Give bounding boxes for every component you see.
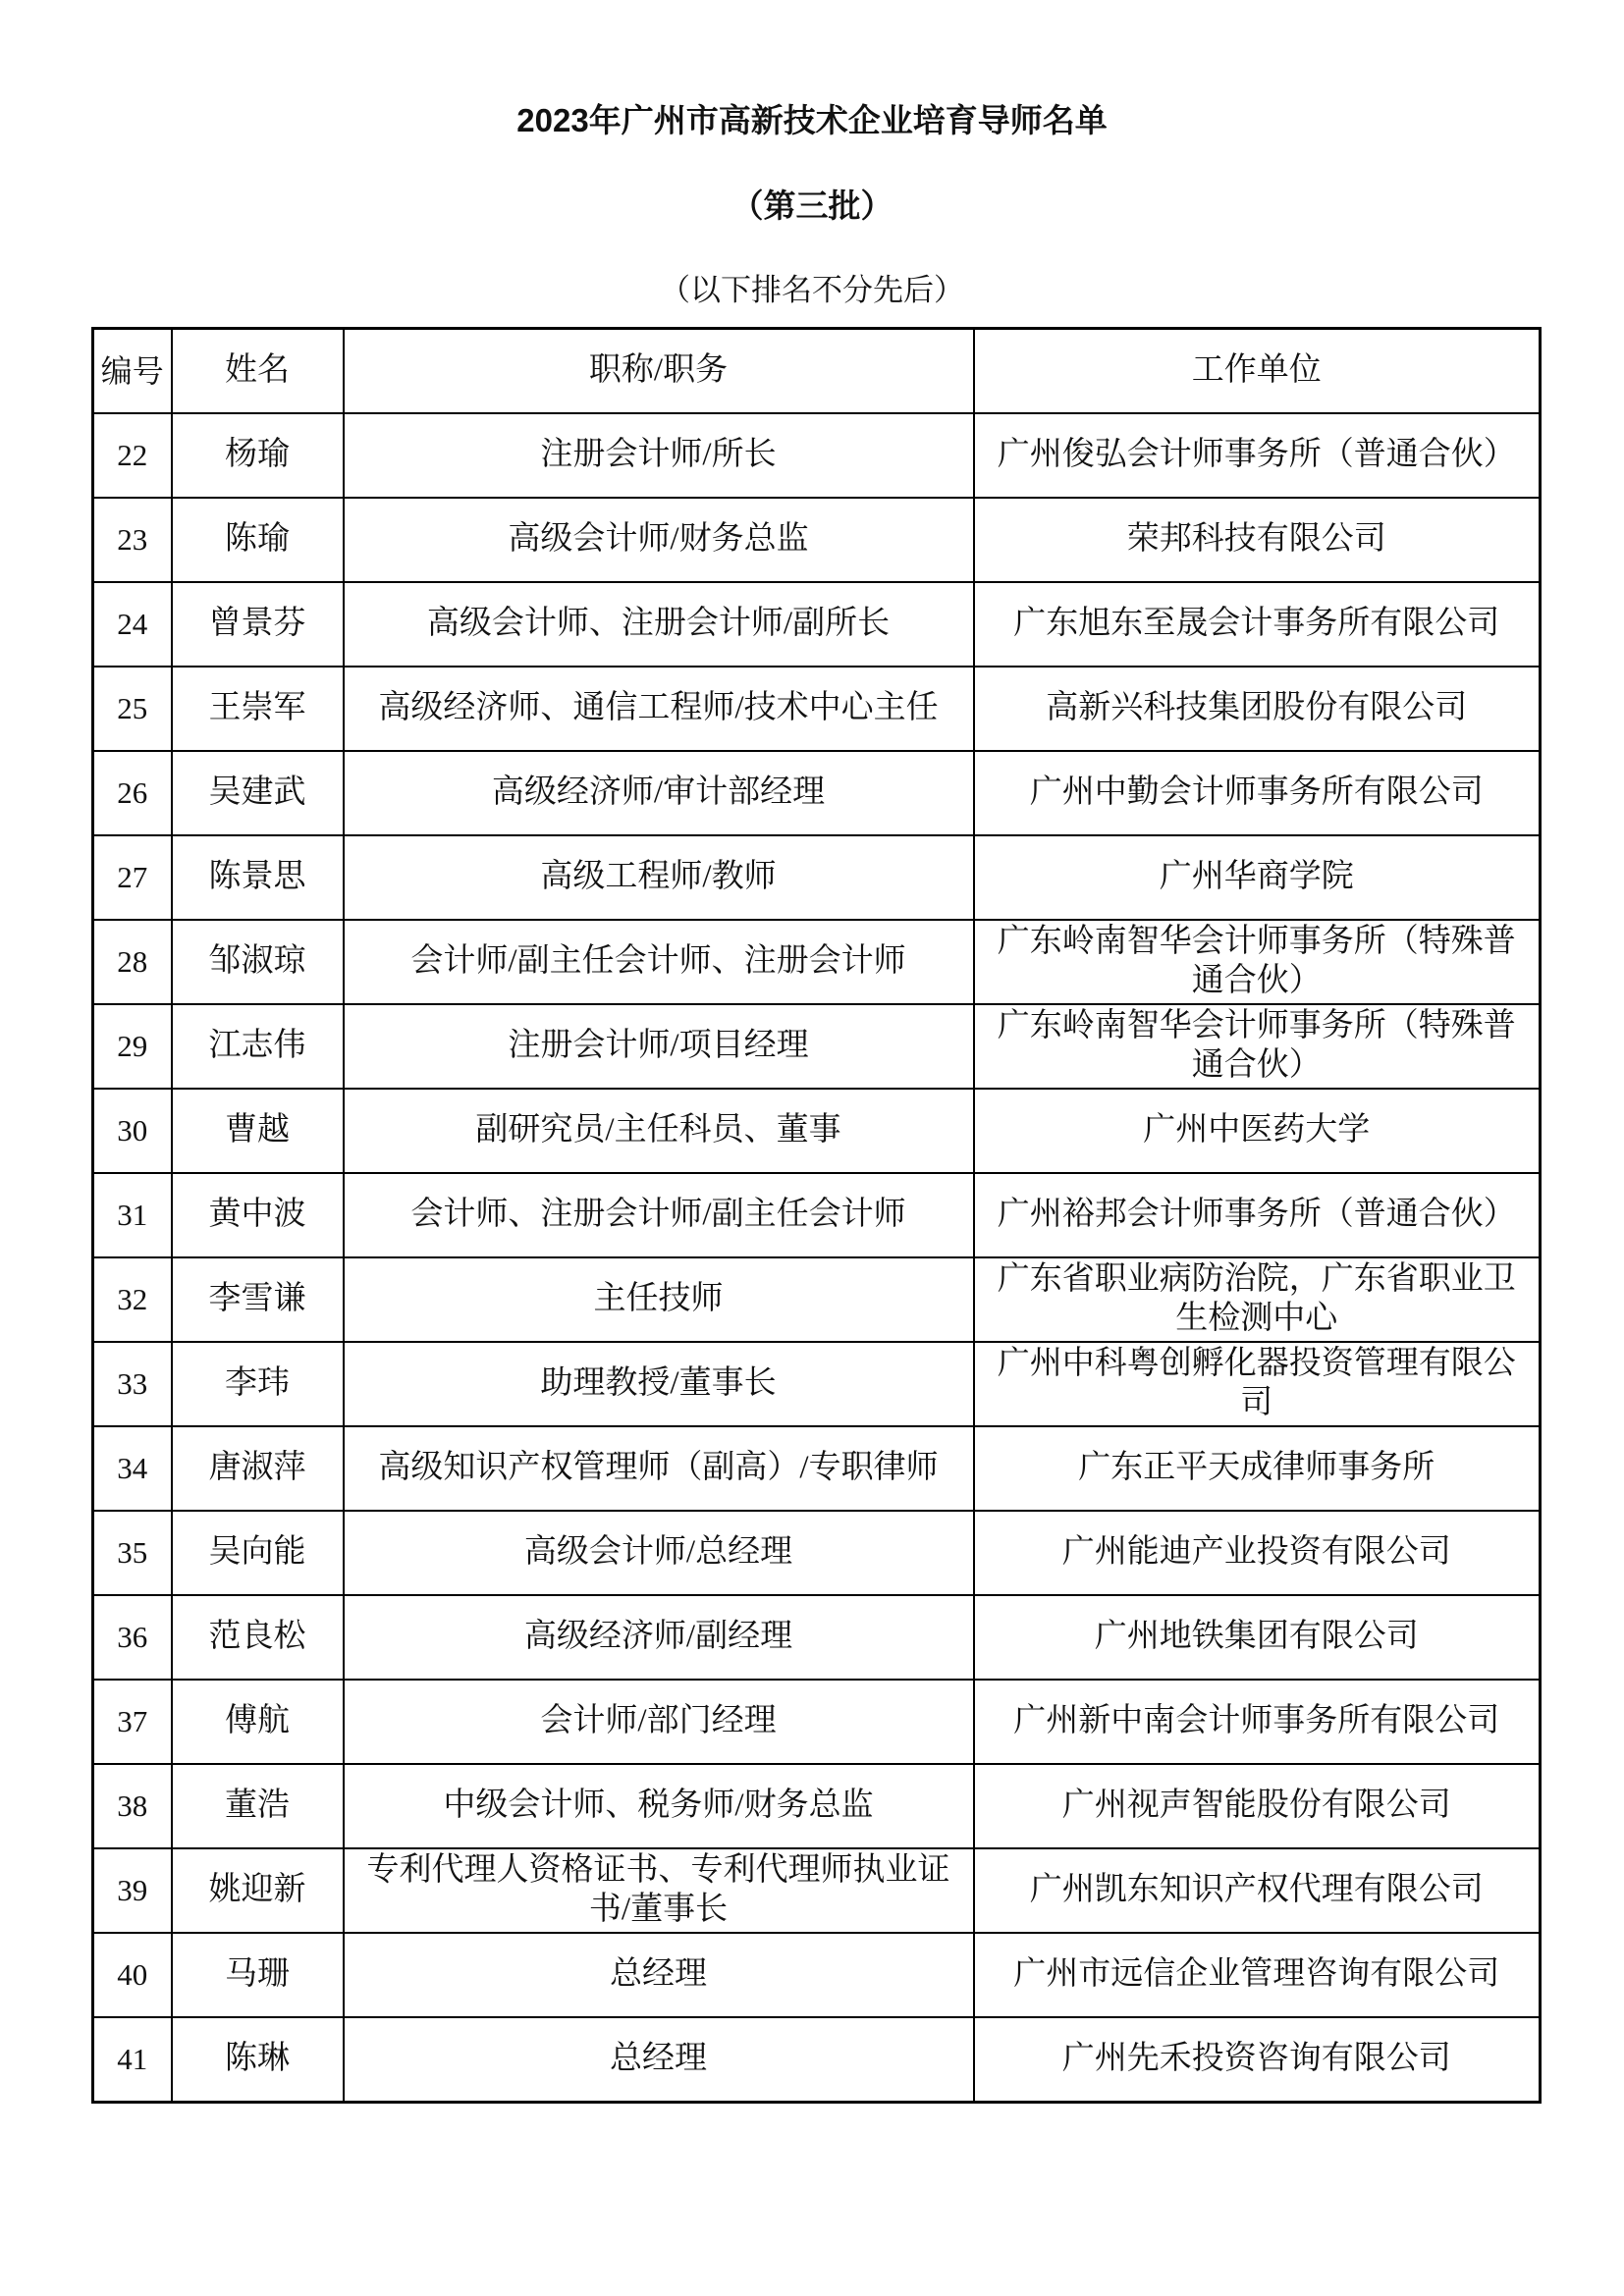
- table-row: [93, 835, 1541, 920]
- mentor-title-cell: 高级经济师/副经理: [344, 1595, 974, 1680]
- mentor-name-cell: 董浩: [172, 1764, 344, 1848]
- mentor-table: [91, 327, 1542, 2104]
- table-row: [93, 1764, 1541, 1848]
- mentor-title-cell: 高级经济师/审计部经理: [344, 751, 974, 835]
- mentor-name-cell: 李雪谦: [172, 1257, 344, 1342]
- table-row: [93, 498, 1541, 582]
- work-unit-cell: 广东正平天成律师事务所: [974, 1426, 1541, 1511]
- mentor-name-cell: 姚迎新: [172, 1848, 344, 1933]
- row-number-cell: 22: [93, 413, 172, 498]
- work-unit-cell: 高新兴科技集团股份有限公司: [974, 667, 1541, 751]
- work-unit-cell: 广州市远信企业管理咨询有限公司: [974, 1933, 1541, 2017]
- work-unit-cell: 广州视声智能股份有限公司: [974, 1764, 1541, 1848]
- work-unit-cell: 广州中医药大学: [974, 1089, 1541, 1173]
- mentor-title-cell: 主任技师: [344, 1257, 974, 1342]
- mentor-name-cell: 吴向能: [172, 1511, 344, 1595]
- row-number-cell: 30: [93, 1089, 172, 1173]
- work-unit-cell: 广州凯东知识产权代理有限公司: [974, 1848, 1541, 1933]
- row-number-cell: 34: [93, 1426, 172, 1511]
- row-number-cell: 24: [93, 582, 172, 667]
- row-number-cell: 27: [93, 835, 172, 920]
- work-unit-cell: 荣邦科技有限公司: [974, 498, 1541, 582]
- mentor-name-cell: 杨瑜: [172, 413, 344, 498]
- mentor-name-cell: 吴建武: [172, 751, 344, 835]
- work-unit-cell: 广州地铁集团有限公司: [974, 1595, 1541, 1680]
- work-unit-cell: 广州华商学院: [974, 835, 1541, 920]
- row-number-cell: 39: [93, 1848, 172, 1933]
- table-row: [93, 751, 1541, 835]
- table-row: [93, 2017, 1541, 2103]
- mentor-name-cell: 范良松: [172, 1595, 344, 1680]
- mentor-title-cell: 会计师/副主任会计师、注册会计师: [344, 920, 974, 1004]
- work-unit-cell: 广州俊弘会计师事务所（普通合伙）: [974, 413, 1541, 498]
- mentor-title-cell: 专利代理人资格证书、专利代理师执业证书/董事长: [344, 1848, 974, 1933]
- work-unit-cell: 广东岭南智华会计师事务所（特殊普通合伙）: [974, 1004, 1541, 1089]
- batch-subtitle: （第三批）: [731, 187, 893, 224]
- header-number: 编号: [93, 329, 172, 414]
- header-row: [93, 329, 1541, 414]
- work-unit-cell: 广州先禾投资咨询有限公司: [974, 2017, 1541, 2103]
- mentor-name-cell: 黄中波: [172, 1173, 344, 1257]
- table-row: [93, 413, 1541, 498]
- mentor-title-cell: 高级工程师/教师: [344, 835, 974, 920]
- table-row: [93, 1511, 1541, 1595]
- row-number-cell: 40: [93, 1933, 172, 2017]
- document-title: 2023年广州市高新技术企业培育导师名单: [516, 102, 1108, 138]
- mentor-title-cell: 助理教授/董事长: [344, 1342, 974, 1426]
- table-row: [93, 1595, 1541, 1680]
- mentor-name-cell: 曹越: [172, 1089, 344, 1173]
- mentor-title-cell: 高级知识产权管理师（副高）/专职律师: [344, 1426, 974, 1511]
- table-row: [93, 582, 1541, 667]
- mentor-name-cell: 傅航: [172, 1680, 344, 1764]
- mentor-title-cell: 总经理: [344, 1933, 974, 2017]
- row-number-cell: 32: [93, 1257, 172, 1342]
- ranking-note: （以下排名不分先后）: [660, 273, 964, 307]
- mentor-name-cell: 陈瑜: [172, 498, 344, 582]
- row-number-cell: 31: [93, 1173, 172, 1257]
- row-number-cell: 36: [93, 1595, 172, 1680]
- work-unit-cell: 广州新中南会计师事务所有限公司: [974, 1680, 1541, 1764]
- header-work-unit: 工作单位: [974, 329, 1541, 414]
- table-row: [93, 1933, 1541, 2017]
- work-unit-cell: 广州中勤会计师事务所有限公司: [974, 751, 1541, 835]
- work-unit-cell: 广东岭南智华会计师事务所（特殊普通合伙）: [974, 920, 1541, 1004]
- mentor-name-cell: 李玮: [172, 1342, 344, 1426]
- work-unit-cell: 广州能迪产业投资有限公司: [974, 1511, 1541, 1595]
- row-number-cell: 35: [93, 1511, 172, 1595]
- table-row: [93, 1089, 1541, 1173]
- mentor-title-cell: 高级经济师、通信工程师/技术中心主任: [344, 667, 974, 751]
- mentor-name-cell: 马珊: [172, 1933, 344, 2017]
- table-row: [93, 1426, 1541, 1511]
- mentor-name-cell: 陈琳: [172, 2017, 344, 2103]
- table-body: [93, 413, 1541, 2103]
- table-row: [93, 920, 1541, 1004]
- table-row: [93, 1848, 1541, 1933]
- row-number-cell: 23: [93, 498, 172, 582]
- mentor-name-cell: 曾景芬: [172, 582, 344, 667]
- mentor-name-cell: 唐淑萍: [172, 1426, 344, 1511]
- table-row: [93, 667, 1541, 751]
- row-number-cell: 33: [93, 1342, 172, 1426]
- table-row: [93, 1342, 1541, 1426]
- row-number-cell: 37: [93, 1680, 172, 1764]
- mentor-title-cell: 中级会计师、税务师/财务总监: [344, 1764, 974, 1848]
- mentor-title-cell: 高级会计师/财务总监: [344, 498, 974, 582]
- mentor-name-cell: 陈景思: [172, 835, 344, 920]
- row-number-cell: 26: [93, 751, 172, 835]
- table-row: [93, 1680, 1541, 1764]
- work-unit-cell: 广州裕邦会计师事务所（普通合伙）: [974, 1173, 1541, 1257]
- table-row: [93, 1173, 1541, 1257]
- mentor-name-cell: 江志伟: [172, 1004, 344, 1089]
- table-row: [93, 1004, 1541, 1089]
- work-unit-cell: 广州中科粤创孵化器投资管理有限公司: [974, 1342, 1541, 1426]
- row-number-cell: 38: [93, 1764, 172, 1848]
- header-name: 姓名: [172, 329, 344, 414]
- mentor-title-cell: 注册会计师/所长: [344, 413, 974, 498]
- row-number-cell: 25: [93, 667, 172, 751]
- row-number-cell: 41: [93, 2017, 172, 2103]
- header-title: 职称/职务: [344, 329, 974, 414]
- table-header: [93, 329, 1541, 414]
- mentor-name-cell: 邹淑琼: [172, 920, 344, 1004]
- mentor-title-cell: 副研究员/主任科员、董事: [344, 1089, 974, 1173]
- mentor-title-cell: 会计师、注册会计师/副主任会计师: [344, 1173, 974, 1257]
- mentor-title-cell: 会计师/部门经理: [344, 1680, 974, 1764]
- row-number-cell: 28: [93, 920, 172, 1004]
- mentor-title-cell: 高级会计师/总经理: [344, 1511, 974, 1595]
- mentor-title-cell: 高级会计师、注册会计师/副所长: [344, 582, 974, 667]
- work-unit-cell: 广东旭东至晟会计事务所有限公司: [974, 582, 1541, 667]
- mentor-name-cell: 王崇军: [172, 667, 344, 751]
- row-number-cell: 29: [93, 1004, 172, 1089]
- mentor-title-cell: 注册会计师/项目经理: [344, 1004, 974, 1089]
- table-row: [93, 1257, 1541, 1342]
- mentor-title-cell: 总经理: [344, 2017, 974, 2103]
- work-unit-cell: 广东省职业病防治院，广东省职业卫生检测中心: [974, 1257, 1541, 1342]
